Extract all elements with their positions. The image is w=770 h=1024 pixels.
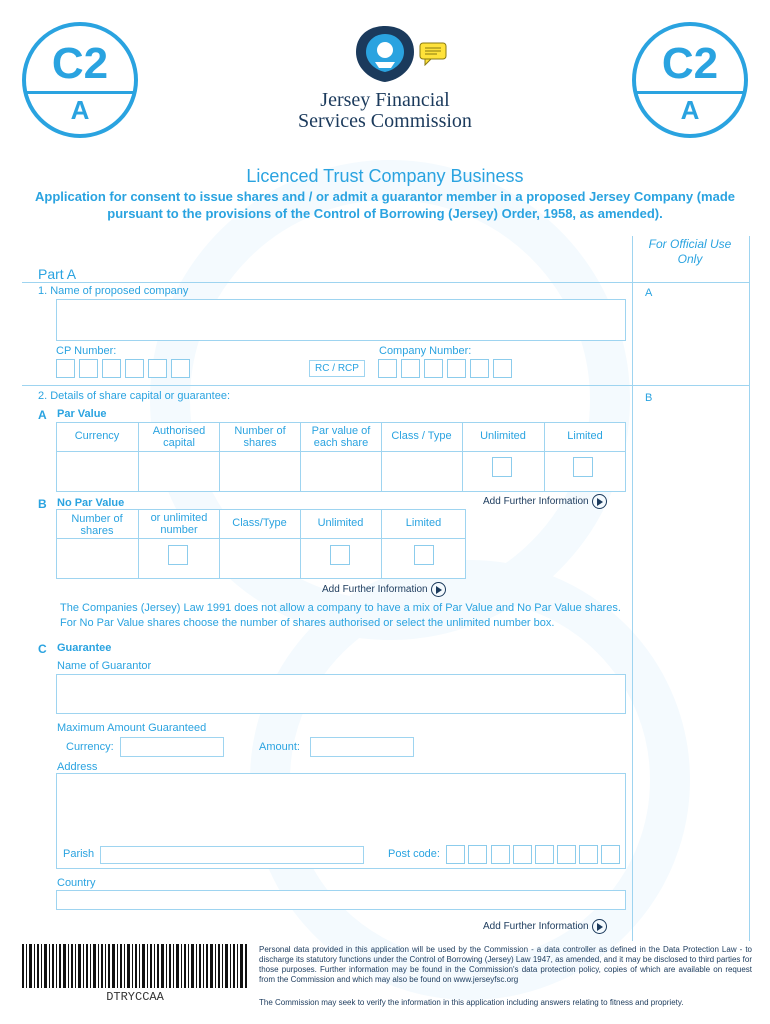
add-further-info-button[interactable] [483, 494, 607, 509]
no-par-letter: B [38, 497, 47, 511]
add-further-info-label: Add Further Information [483, 496, 589, 508]
official-box-b: B [645, 392, 653, 404]
organisation-name [270, 90, 500, 132]
cp-number-cell[interactable] [56, 359, 75, 378]
country-label: Country [57, 877, 96, 889]
barcode-text: DTRYCCAA [106, 990, 164, 1004]
add-further-info-button[interactable] [322, 582, 446, 597]
speech-bubble-icon[interactable] [419, 42, 447, 66]
company-number-cell[interactable] [424, 359, 443, 378]
postcode-cell[interactable] [491, 845, 510, 864]
cp-number-cell[interactable] [148, 359, 167, 378]
company-number-label: Company Number: [379, 345, 472, 357]
par-col-header: Par value of each share [311, 425, 371, 449]
company-number-cell[interactable] [447, 359, 466, 378]
postcode-cell[interactable] [446, 845, 465, 864]
no-par-col-header: or unlimited number [150, 512, 208, 536]
badge-code: C2 [51, 39, 109, 88]
par-unlimited-checkbox[interactable] [492, 457, 512, 477]
country-input[interactable] [56, 890, 626, 910]
cp-number-cell[interactable] [79, 359, 98, 378]
organisation-line-1: Jersey Financial [320, 89, 450, 111]
verification-notice: The Commission may seek to verify the information in this application including answers relating to fitness and propriety. [259, 998, 684, 1007]
no-par-unlimited-checkbox[interactable] [330, 545, 350, 565]
par-col-header: Unlimited [480, 430, 526, 442]
postcode-cell[interactable] [468, 845, 487, 864]
guarantor-name-input[interactable] [56, 674, 626, 714]
postcode-cell[interactable] [601, 845, 620, 864]
play-arrow-icon [592, 919, 607, 934]
par-col-header: Limited [567, 430, 603, 442]
q1-label: 1. Name of proposed company [38, 285, 189, 297]
company-number-cell[interactable] [470, 359, 489, 378]
company-name-input[interactable] [56, 299, 626, 341]
amount-input[interactable] [310, 737, 414, 757]
no-par-col-header: Number of shares [71, 513, 123, 537]
page-subtitle: Application for consent to issue shares and / or admit a guarantor member in a proposed Jersey Company (made pursuant to the provisions of the Control of Borrowing (Jersey) Order, 1958, as amended). [34, 189, 735, 221]
amount-label: Amount: [259, 741, 300, 753]
postcode-cell[interactable] [535, 845, 554, 864]
par-col-header: Number of shares [234, 425, 286, 449]
q2-label: 2. Details of share capital or guarantee: [38, 390, 231, 402]
par-col-header: Class / Type [391, 430, 452, 442]
company-number-cell[interactable] [401, 359, 420, 378]
add-further-info-label: Add Further Information [483, 921, 589, 933]
guarantee-letter: C [38, 642, 47, 656]
address-input[interactable] [60, 777, 622, 839]
page-title: Licenced Trust Company Business [246, 166, 524, 186]
form-badge-right [632, 22, 748, 138]
postcode-cell[interactable] [557, 845, 576, 864]
guarantor-name-label: Name of Guarantor [57, 660, 152, 672]
rc-rcp-dropdown[interactable] [309, 360, 365, 377]
postcode-label: Post code: [388, 848, 440, 860]
share-mix-note: The Companies (Jersey) Law 1991 does not allow a company to have a mix of Par Value and No Par Value shares. For No Par Value shares choose the number of shares authorised or select the unlimited number box. [60, 602, 621, 629]
barcode-image [22, 944, 248, 988]
form-badge-left [22, 22, 138, 138]
add-further-info-button[interactable] [483, 919, 607, 934]
part-a-heading: Part A [38, 266, 77, 282]
badge-sub: A [680, 95, 700, 125]
official-box-a: A [645, 287, 653, 299]
cp-number-label: CP Number: [56, 345, 117, 357]
no-par-limited-checkbox[interactable] [414, 545, 434, 565]
badge-sub: A [70, 95, 90, 125]
official-use-label: For Official Use Only [648, 237, 732, 266]
privacy-notice: Personal data provided in this application will be used by the Commission - a data controller as defined in the Data Protection Law - to discharge its statutory functions under the Control of Borrowing (Jersey) Law 1947, as amended, and it may be disclosed to third parties for those purposes. Further information may be found in the Commission's data protection policy, copies of which are available on request from the Commission and which may also be found on www.jerseyfsc.org [259, 945, 752, 984]
play-arrow-icon [431, 582, 446, 597]
cp-number-cell[interactable] [125, 359, 144, 378]
no-par-col-header: Class/Type [232, 517, 287, 529]
par-value-heading: Par Value [57, 408, 107, 420]
rc-rcp-value: RC / RCP [315, 363, 359, 374]
no-par-heading: No Par Value [57, 497, 125, 509]
add-further-info-label: Add Further Information [322, 584, 428, 596]
parish-label: Parish [63, 848, 95, 860]
badge-code: C2 [661, 39, 719, 88]
company-number-cell[interactable] [378, 359, 397, 378]
par-limited-checkbox[interactable] [573, 457, 593, 477]
no-par-unlimited-number-checkbox[interactable] [168, 545, 188, 565]
guarantee-heading: Guarantee [57, 642, 112, 654]
jfsc-crest-icon [350, 22, 420, 86]
cp-number-cell[interactable] [171, 359, 190, 378]
currency-input[interactable] [120, 737, 224, 757]
cp-number-cell[interactable] [102, 359, 121, 378]
par-col-header: Currency [74, 430, 120, 442]
postcode-cell[interactable] [579, 845, 598, 864]
company-number-cell[interactable] [493, 359, 512, 378]
organisation-line-2: Services Commission [298, 110, 472, 132]
no-par-col-header: Limited [405, 517, 442, 529]
parish-input[interactable] [100, 846, 364, 864]
play-arrow-icon [592, 494, 607, 509]
postcode-cell[interactable] [513, 845, 532, 864]
par-col-header: Authorised capital [152, 425, 206, 449]
max-amount-label: Maximum Amount Guaranteed [57, 722, 207, 734]
no-par-col-header: Unlimited [317, 517, 364, 529]
par-value-letter: A [38, 408, 47, 422]
address-label: Address [57, 761, 98, 773]
currency-label: Currency: [66, 741, 114, 753]
